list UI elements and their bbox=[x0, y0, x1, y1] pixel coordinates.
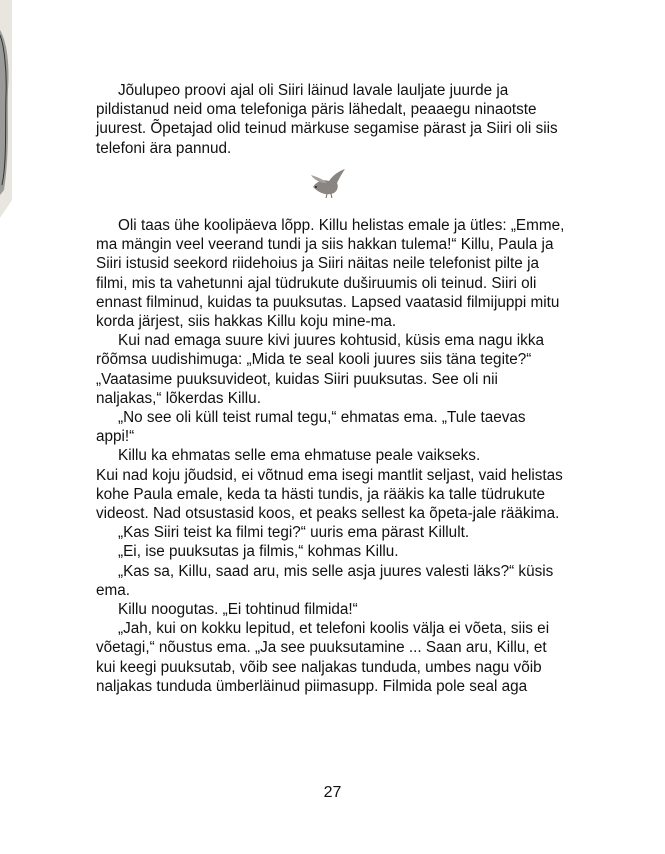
paragraph: Killu ka ehmatas selle ema ehmatuse peale vaikseks. bbox=[118, 447, 481, 465]
paragraph: „No see oli küll teist rumal tegu,“ ehmatas ema. „Tule taevas appi!“ bbox=[96, 409, 526, 446]
paragraph: Jõulupeo proovi ajal oli Siiri läinud lavale lauljate juurde ja pildistanud neid oma telefoniga päris lähedalt, peaaegu ninaotste juurest. Õpetajad olid teinud märkuse segamise pärast ja Siiri oli siis telefoni ära pannud. bbox=[96, 82, 558, 157]
paragraph: Oli taas ühe koolipäeva lõpp. Killu helistas emale ja ütles: „Emme, ma mängin veel veerand tundi ja siis hakkan tulema!“ Killu, Paula ja Siiri istusid seekord riidehoius ja Siiri näitas neile telefonist pilte ja filmi, mis ta vahetunni ajal tüdrukute duširuumis oli teinud. Siiri oli ennast filminud, kuidas ta puuksutas. Lapsed vaatasid filmijuppi mitu korda järjest, siis hakkas Killu koju mine-ma. bbox=[96, 217, 565, 331]
paragraph: Kui nad emaga suure kivi juures kohtusid, küsis ema nagu ikka rõõmsa uudishimuga: „Mida te seal kooli juures siis täna tegite?“ „Vaatasime puuksuvideot, kuidas Siiri puuksutas. See oli nii naljakas,“ lõkerdas Killu. bbox=[96, 332, 544, 407]
paragraph: Kui nad koju jõudsid, ei võtnud ema isegi mantlit seljast, vaid helistas kohe Paula emale, keda ta hästi tundis, ja rääkis ka talle tüdrukute videost. Nad otsustasid koos, et peaks sellest ka õpeta-jale rääkima. bbox=[96, 466, 563, 523]
page-number: 27 bbox=[323, 784, 342, 801]
paragraph-block-main bbox=[96, 216, 566, 696]
paragraph: „Kas Siiri teist ka filmi tegi?“ uuris ema pärast Killult. bbox=[118, 524, 470, 542]
edge-illustration bbox=[0, 0, 12, 220]
paragraph: „Ei, ise puuksutas ja filmis,“ kohmas Killu. bbox=[118, 543, 399, 561]
bird-icon bbox=[307, 165, 347, 199]
paragraph: „Kas sa, Killu, saad aru, mis selle asja juures valesti läks?“ küsis ema. bbox=[96, 562, 554, 599]
paragraph-block-top bbox=[96, 81, 566, 158]
paragraph: Killu noogutas. „Ei tohtinud filmida!“ bbox=[118, 601, 358, 619]
paragraph: „Jah, kui on kokku lepitud, et telefoni koolis välja ei võeta, siis ei võetagi,“ nõustus ema. „Ja see puuksutamine ... Saan aru, Killu, et kui keegi puuksutab, võib see naljakas tunduda, umbes nagu võib naljakas tunduda ümberläinud piimasupp. Filmida pole seal aga bbox=[96, 620, 550, 695]
